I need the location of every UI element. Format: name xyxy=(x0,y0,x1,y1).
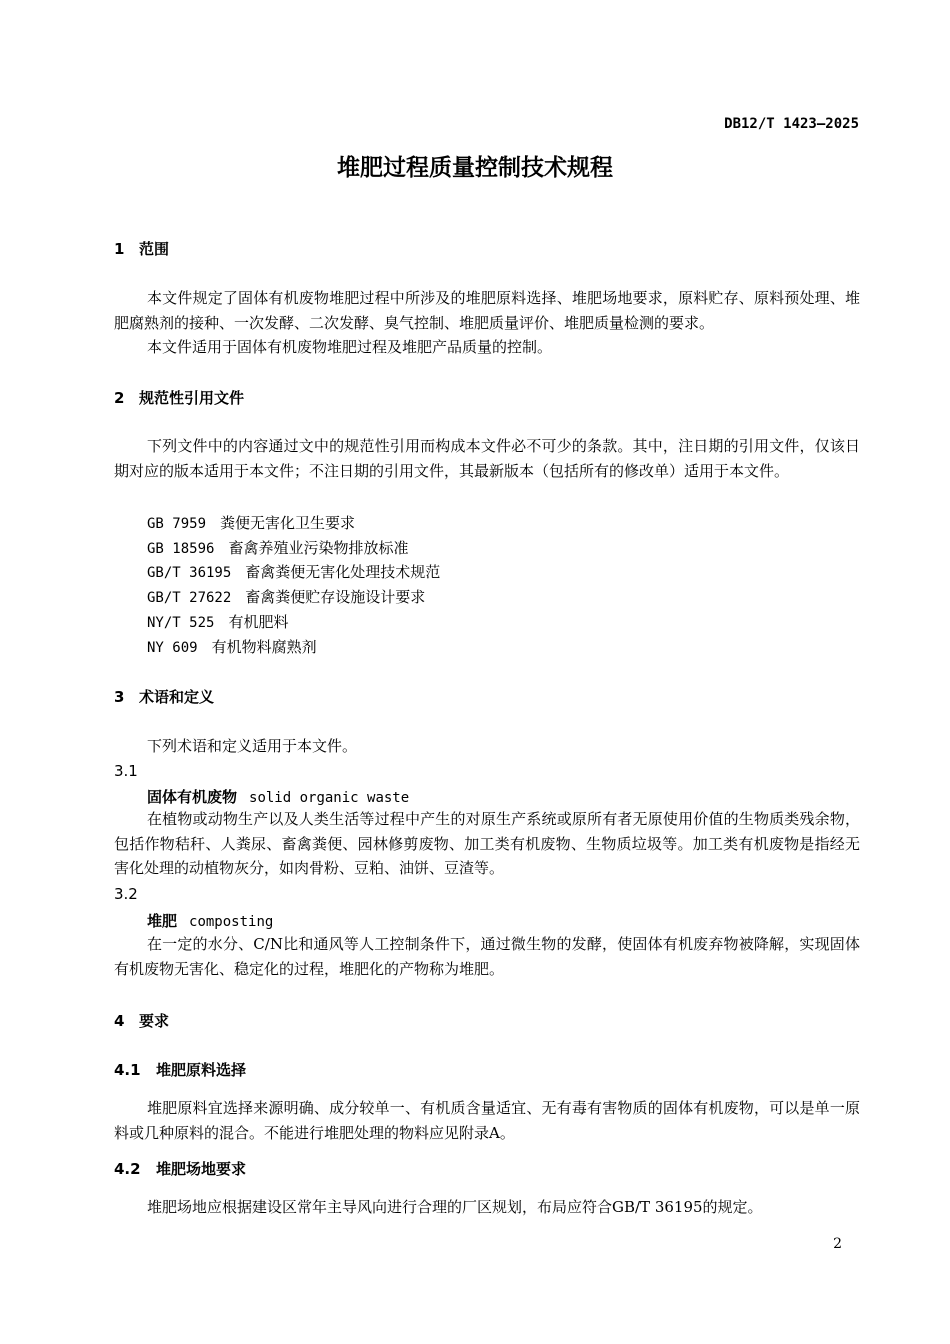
section-number: 4 xyxy=(114,1012,125,1030)
subsection-number: 4.1 xyxy=(114,1061,141,1079)
term-number: 3.1 xyxy=(114,762,138,780)
subsection-number: 4.2 xyxy=(114,1160,141,1178)
page-title: 堆肥过程质量控制技术规程 xyxy=(337,155,613,181)
reference-code: GB/T 27622 xyxy=(147,590,232,606)
term-heading xyxy=(147,910,273,931)
subsection-4-1-heading xyxy=(114,1059,246,1080)
reference-item xyxy=(147,611,288,632)
section-title: 要求 xyxy=(139,1012,170,1030)
page-number: 2 xyxy=(833,1236,842,1252)
reference-item xyxy=(147,636,317,657)
reference-name: 粪便无害化卫生要求 xyxy=(220,514,356,532)
term-number: 3.2 xyxy=(114,885,138,903)
section-title: 范围 xyxy=(139,240,170,258)
term-definition: 在一定的水分、C/N比和通风等人工控制条件下，通过微生物的发酵，使固体有机废弃物被降解，实现固体有机废物无害化、稳定化的过程，堆肥化的产物称为堆肥。 xyxy=(114,935,860,978)
section-title: 规范性引用文件 xyxy=(139,389,245,407)
subsection-4-1-paragraph: 堆肥原料宜选择来源明确、成分较单一、有机质含量适宜、无有毒有害物质的固体有机废物，可以是单一原料或几种原料的混合。不能进行堆肥处理的物料应见附录A。 xyxy=(114,1099,860,1142)
doc-number: DB12/T 1423—2025 xyxy=(724,116,859,132)
term-english: solid organic waste xyxy=(249,790,410,806)
term-english: composting xyxy=(189,914,274,930)
reference-code: GB 18596 xyxy=(147,541,215,557)
section-title: 术语和定义 xyxy=(139,688,215,706)
reference-name: 畜禽粪便无害化处理技术规范 xyxy=(245,563,441,581)
reference-item xyxy=(147,537,408,558)
section-1-heading xyxy=(114,238,169,259)
reference-name: 有机肥料 xyxy=(228,613,289,631)
reference-item xyxy=(147,561,440,582)
reference-item xyxy=(147,512,355,533)
term-heading xyxy=(147,786,409,807)
section-3-paragraph-1: 下列术语和定义适用于本文件。 xyxy=(147,737,358,755)
reference-name: 畜禽粪便贮存设施设计要求 xyxy=(245,588,426,606)
reference-code: NY/T 525 xyxy=(147,615,215,631)
reference-code: GB/T 36195 xyxy=(147,565,232,581)
subsection-title: 堆肥场地要求 xyxy=(156,1160,247,1178)
section-3-heading xyxy=(114,686,214,707)
subsection-4-2-paragraph: 堆肥场地应根据建设区常年主导风向进行合理的厂区规划，布局应符合GB/T 36195的规定。 xyxy=(147,1198,763,1216)
section-number: 1 xyxy=(114,240,125,258)
reference-name: 畜禽养殖业污染物排放标准 xyxy=(228,539,409,557)
section-2-paragraph-1: 下列文件中的内容通过文中的规范性引用而构成本文件必不可少的条款。其中，注日期的引用文件，仅该日期对应的版本适用于本文件；不注日期的引用文件，其最新版本（包括所有的修改单）适用于本文件。 xyxy=(114,437,860,480)
section-4-heading xyxy=(114,1010,169,1031)
subsection-title: 堆肥原料选择 xyxy=(156,1061,247,1079)
section-1-paragraph-1: 本文件规定了固体有机废物堆肥过程中所涉及的堆肥原料选择、堆肥场地要求，原料贮存、原料预处理、堆肥腐熟剂的接种、一次发酵、二次发酵、臭气控制、堆肥质量评价、堆肥质量检测的要求。 xyxy=(114,289,860,332)
term-chinese: 堆肥 xyxy=(147,912,178,930)
subsection-4-2-heading xyxy=(114,1158,246,1179)
reference-item xyxy=(147,586,425,607)
term-chinese: 固体有机废物 xyxy=(147,788,238,806)
reference-code: GB 7959 xyxy=(147,516,207,532)
reference-code: NY 609 xyxy=(147,640,198,656)
section-2-heading xyxy=(114,387,244,408)
term-definition: 在植物或动物生产以及人类生活等过程中产生的对原生产系统或原所有者无原使用价值的生物质类残余物，包括作物秸秆、人粪尿、畜禽粪便、园林修剪废物、加工类有机废物、生物质垃圾等。加工类有机废物是指经无害化处理的动植物灰分，如肉骨粉、豆粕、油饼、豆渣等。 xyxy=(114,810,860,877)
section-number: 3 xyxy=(114,688,125,706)
section-number: 2 xyxy=(114,389,125,407)
reference-name: 有机物料腐熟剂 xyxy=(211,638,317,656)
section-1-paragraph-2: 本文件适用于固体有机废物堆肥过程及堆肥产品质量的控制。 xyxy=(147,338,553,356)
